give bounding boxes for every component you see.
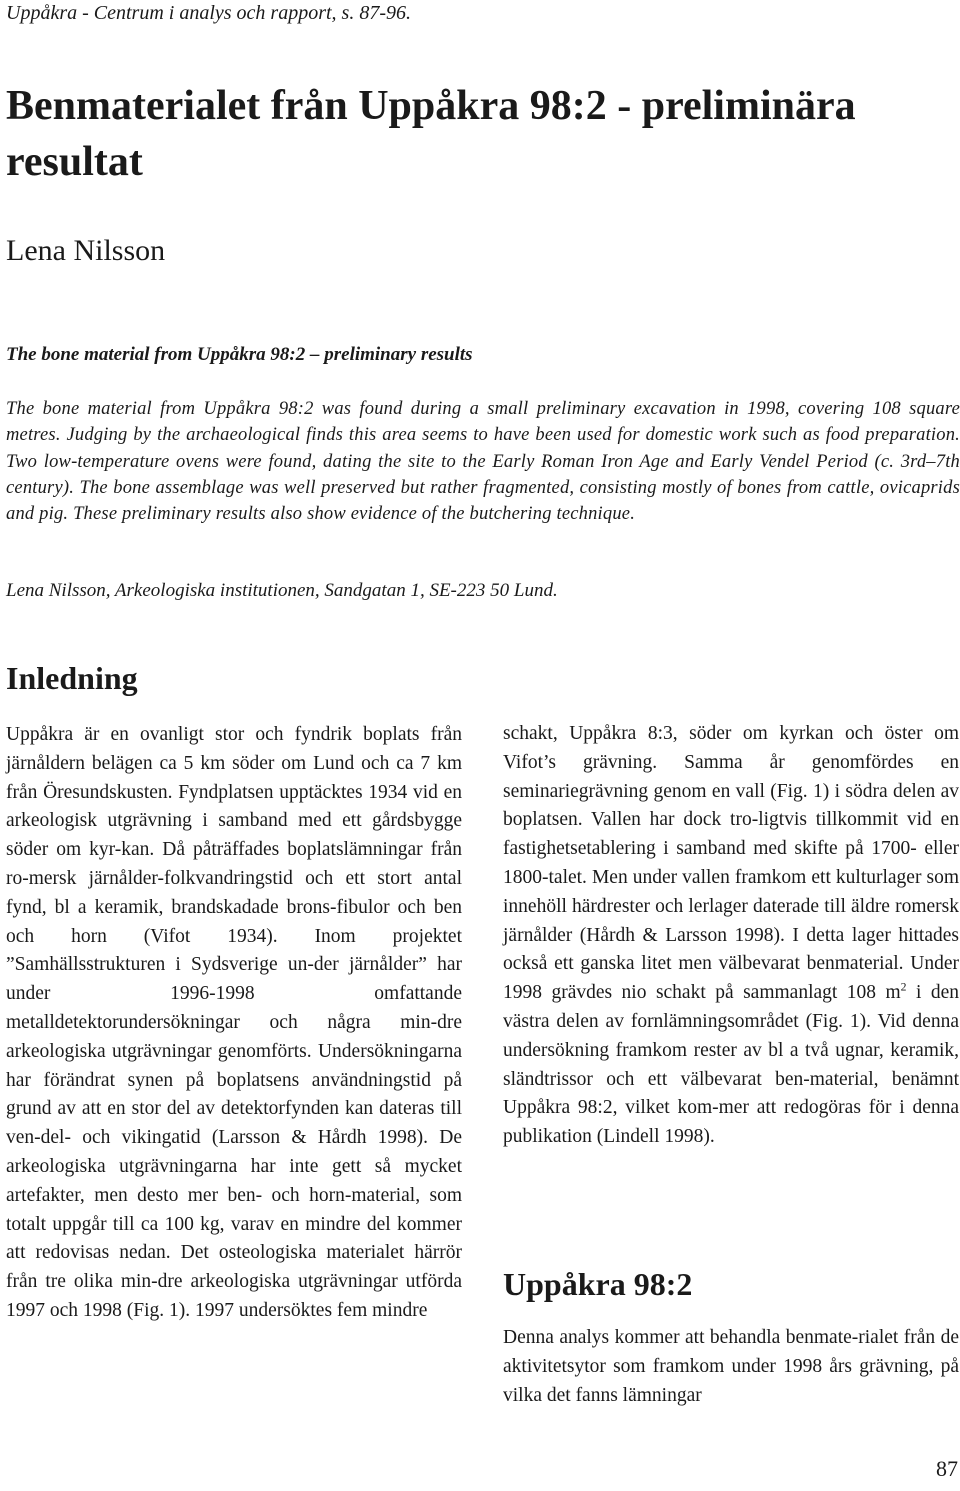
body-paragraph-right	[503, 720, 959, 1152]
right-column-top	[503, 720, 959, 1152]
left-column	[6, 721, 462, 1326]
body-paragraph-subsection: Denna analys kommer att behandla benmate-rialet från de aktivitetsytor som framkom under 1998 års grävning, på vilka det fanns lämningar	[503, 1327, 959, 1406]
abstract-title: The bone material from Uppåkra 98:2 – preliminary results	[6, 344, 473, 365]
right-column-bottom	[503, 1324, 959, 1410]
subsection-heading-uppakra-98-2: Uppåkra 98:2	[503, 1266, 693, 1302]
body-paragraph-left: Uppåkra är en ovanligt stor och fyndrik boplats från järnåldern belägen ca 5 km söder om Lund och ca 7 km från Öresundskusten. Fyndplatsen upptäcktes 1934 vid en arkeologisk utgrävning i samband med ett gårdsbygge söder om kyr-kan. Då påträffades boplatslämningar från ro-mersk järnålder-folkvandringstid och ett stort antal fynd, bl a keramik, brandskadade brons-fibulor och ben och horn (Vifot 1934). Inom projektet ”Samhällsstrukturen i Sydsverige un-der järnålder” har under 1996-1998 omfattande metalldetektorundersökningar och några min-dre arkeologiska utgrävningar genomförts. Undersökningarna har förändrat synen på boplatsens användningstid på grund av att en stor del av detektorfynden kan dateras till ven-del- och vikingatid (Larsson & Hårdh 1998). De arkeologiska utgrävningarna har inte gett så mycket artefakter, men desto mer ben- och horn-material, som totalt uppgår till ca 100 kg, varav en mindre del kommer att redovisas nedan. Det osteologiska materialet härrör från tre olika min-dre arkeologiska utgrävningar utförda 1997 och 1998 (Fig. 1). 1997 undersöktes fem mindre	[6, 724, 462, 1321]
paragraph-text-part-2: i den västra delen av fornlämningsområdet (Fig. 1). Vid denna undersökning framkom rester av bl a två ugnar, keramik, sländtrissor och ett välbevarat ben-material, benämnt Uppåkra 98:2, vilket kom-mer att redogöras för i denna publikation (Lindell 1998).	[503, 982, 959, 1148]
author-name: Lena Nilsson	[6, 234, 166, 267]
author-affiliation: Lena Nilsson, Arkeologiska institutionen, Sandgatan 1, SE-223 50 Lund.	[6, 580, 558, 601]
section-heading-inledning: Inledning	[6, 660, 138, 696]
paragraph-text-part-1: schakt, Uppåkra 8:3, söder om kyrkan och öster om Vifot’s grävning. Samma år genomfördes en seminariegrävning genom en vall (Fig. 1) i södra delen av boplatsen. Vallen har dock tro-ligtvis tillkommit vid en fastighetsetablering i samband med skifte på 1700- eller 1800-talet. Men under vallen framkom ett kulturlager som innehöll härdrester och lerlager daterade till äldre romersk järnålder (Hårdh & Larsson 1998). I detta lager hittades också ett ganska litet men välbevarat benmaterial. Under 1998 grävdes nio schakt på sammanlagt 108 m	[503, 723, 959, 1004]
abstract-text: The bone material from Uppåkra 98:2 was found during a small preliminary excavation in 1998, covering 108 square metres. Judging by the archaeological finds this area seems to have been used for domestic work such as food preparation. Two low-temperature ovens were found, dating the site to the Early Roman Iron Age and Early Vendel Period (c. 3rd–7th century). The bone assemblage was well preserved but rather fragmented, consisting mostly of bones from cattle, ovicaprids and pig. These preliminary results also show evidence of the butchering technique.	[6, 399, 960, 525]
superscript-2: 2	[900, 980, 907, 994]
running-header: Uppåkra - Centrum i analys och rapport, s. 87-96.	[6, 2, 411, 24]
page-number: 87	[936, 1456, 958, 1481]
article-title: Benmaterialet från Uppåkra 98:2 - preliminära resultat	[6, 83, 856, 185]
